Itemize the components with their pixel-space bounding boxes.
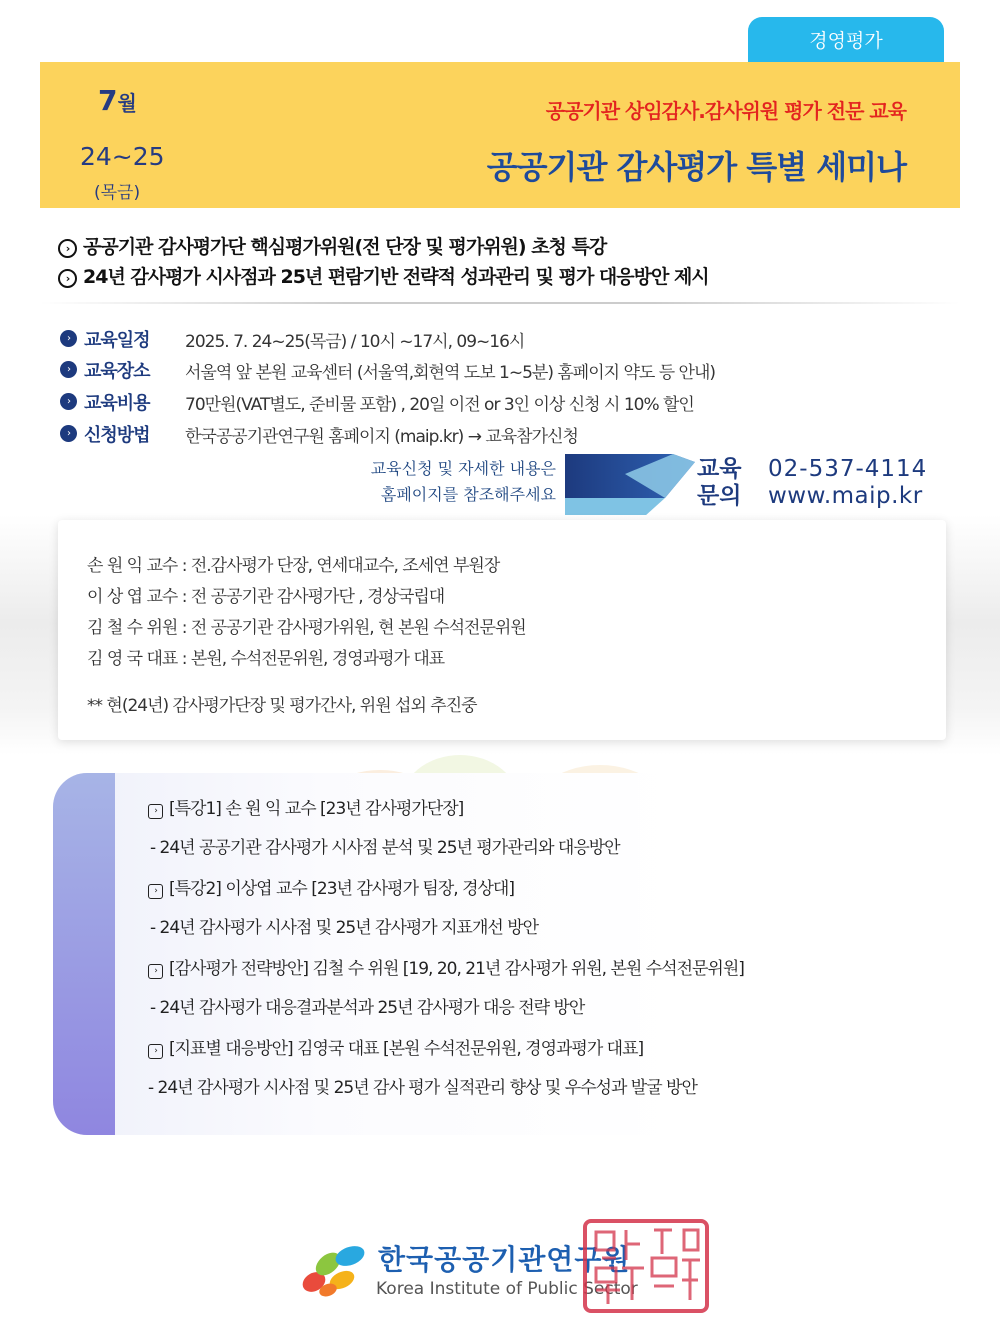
chevron-right-circle-icon: › — [58, 239, 77, 258]
event-day-of-week: (목금) — [94, 183, 141, 203]
website-link[interactable]: www.maip.kr — [768, 483, 923, 509]
inquiry-note: 교육신청 및 자세한 내용은 홈페이지를 참조해주세요 — [370, 459, 556, 504]
lectures-accent-strip — [53, 773, 115, 1135]
lecture-detail: - 24년 감사평가 시사점 및 25년 감사평가 지표개선 방안 — [150, 918, 539, 938]
chevron-right-square-icon: › — [148, 804, 163, 819]
chevron-right-square-icon: › — [148, 884, 163, 899]
chevron-right-dot-icon: › — [60, 361, 77, 378]
chevron-right-dot-icon: › — [60, 425, 77, 442]
chevron-right-dot-icon: › — [60, 330, 77, 347]
chevron-right-dot-icon: › — [60, 393, 77, 410]
instructor-line: 손 원 익 교수 : 전.감사평가 단장, 연세대교수, 조세연 부원장 — [87, 556, 500, 576]
lecture-title: › [특강1] 손 원 익 교수 [23년 감사평가단장] — [148, 794, 463, 819]
chevron-right-circle-icon: › — [58, 269, 77, 288]
lecture-detail: - 24년 감사평가 시사점 및 25년 감사 평가 실적관리 향상 및 우수성과 발굴 방안 — [148, 1078, 697, 1098]
instructor-line: 김 영 국 대표 : 본원, 수석전문위원, 경영과평가 대표 — [87, 649, 445, 669]
instructor-line: 김 철 수 위원 : 전 공공기관 감사평가위원, 현 본원 수석전문위원 — [87, 618, 526, 638]
chevron-right-square-icon: › — [148, 1044, 163, 1059]
event-month: 7월 — [98, 84, 137, 117]
chevron-right-square-icon: › — [148, 964, 163, 979]
lecture-title: › [지표별 대응방안] 김영국 대표 [본원 수석전문위원, 경영과평가 대표] — [148, 1034, 643, 1059]
instructors-note: ** 현(24년) 감사평가단장 및 평가간사, 위원 섭외 추진중 — [87, 696, 477, 716]
highlight-item: › 공공기관 감사평가단 핵심평가위원(전 단장 및 평가위원) 초청 특강 — [58, 232, 606, 259]
inquiry-label: 교육 문의 — [697, 456, 742, 509]
institute-logo-icon — [298, 1240, 368, 1300]
page-title: 공공기관 감사평가 특별 세미나 — [486, 148, 906, 186]
lecture-detail: - 24년 감사평가 대응결과분석과 25년 감사평가 대응 전략 방안 — [150, 998, 585, 1018]
arrow-graphic-icon — [565, 454, 695, 516]
header-subtitle: 공공기관 상임감사.감사위원 평가 전문 교육 — [545, 99, 906, 123]
institute-name-ko: 한국공공기관연구원 — [378, 1243, 631, 1276]
event-days: 24~25 — [80, 142, 165, 171]
divider — [40, 302, 960, 304]
official-seal-icon — [582, 1218, 710, 1314]
instructor-line: 이 상 엽 교수 : 전 공공기관 감사평가단 , 경상국립대 — [87, 587, 445, 607]
highlight-item: › 24년 감사평가 시사점과 25년 편람기반 전략적 성과관리 및 평가 대응방안 제시 — [58, 262, 709, 289]
category-tab: 경영평가 — [748, 17, 944, 67]
phone-number[interactable]: 02-537-4114 — [768, 456, 928, 482]
lecture-detail: - 24년 공공기관 감사평가 시사점 분석 및 25년 평가관리와 대응방안 — [150, 838, 620, 858]
institute-name-en: Korea Institute of Public Sector — [376, 1279, 638, 1299]
lecture-title: › [특강2] 이상엽 교수 [23년 감사평가 팀장, 경상대] — [148, 874, 514, 899]
lecture-title: › [감사평가 전략방안] 김철 수 위원 [19, 20, 21년 감사평가 위원, 본원 수석전문위원] — [148, 954, 744, 979]
